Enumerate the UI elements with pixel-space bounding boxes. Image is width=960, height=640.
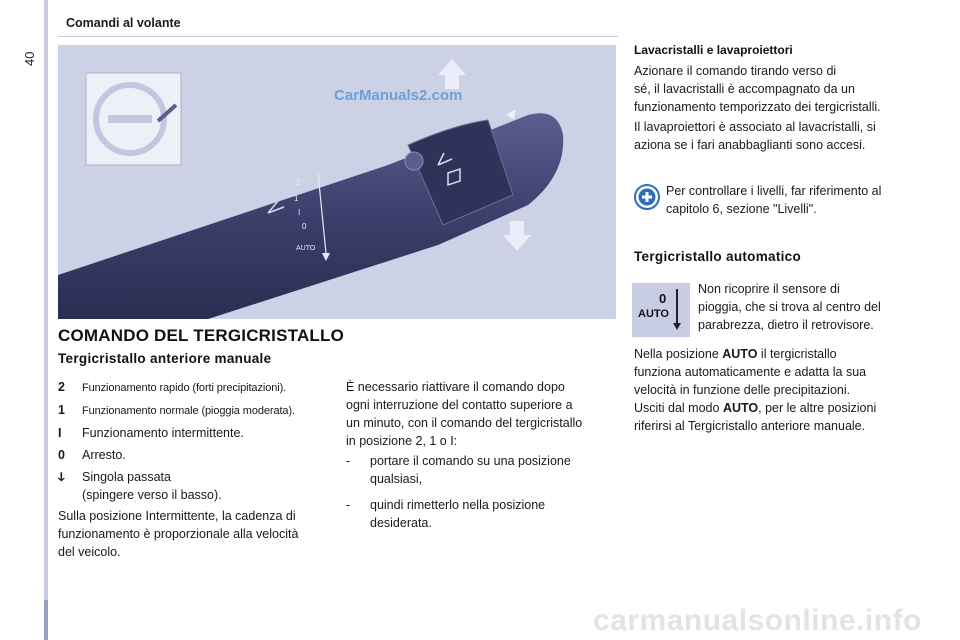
mode-list <box>58 378 348 504</box>
mode-item-2: 2 Funzionamento rapido (forti precipitazioni). <box>58 380 287 394</box>
info-note: Per controllare i livelli, far riferimento al capitolo 6, sezione "Livelli". <box>666 184 882 216</box>
stalk-knob <box>405 152 423 170</box>
mode-item-1: 1 Funzionamento normale (pioggia moderata). <box>58 403 295 417</box>
bullet-item-cont: desiderata. <box>370 516 432 530</box>
auto-position-icon <box>632 283 690 337</box>
lever-label-2: 2 <box>296 178 301 187</box>
lever-label-auto: AUTO <box>296 245 316 252</box>
header-rule <box>58 36 618 37</box>
auto-icon-label: AUTO <box>638 308 669 320</box>
lever-label-1: 1 <box>294 194 299 203</box>
margin-bar-bottom <box>44 600 48 640</box>
mode-item-single-detail: (spingere verso il basso). <box>82 488 222 502</box>
reactivate-bullets <box>346 452 616 532</box>
washer-paragraph-1: Azionare il comando tirando verso di sé, il lavacristalli è accompagnato da un funzionamento temporizzato dei tergicristalli. <box>634 64 881 114</box>
reactivate-paragraph: È necessario riattivare il comando dopo ogni interruzione del contatto superiore a un minuto, con il comando del tergicristallo in posizione 2, 1 o I: <box>346 380 583 448</box>
lever-label-i: I <box>298 208 301 217</box>
rain-sensor-note: Non ricoprire il sensore di pioggia, che si trova al centro del parabrezza, dietro il retrovisore. <box>698 282 881 332</box>
auto-paragraph-2: Usciti dal modo AUTO, per le altre posizioni riferirsi al Tergicristallo anteriore manuale. <box>634 401 877 433</box>
arrow-down-icon <box>503 221 531 251</box>
single-wipe-arrow-icon: ↆ <box>58 470 65 484</box>
washer-paragraph-2: Il lavaproiettori è associato al lavacristalli, si aziona se i fari anabbaglianti sono accesi. <box>634 120 876 152</box>
main-title: COMANDO DEL TERGICRISTALLO <box>58 326 345 345</box>
page-number: 40 <box>22 51 37 66</box>
auto-paragraph-1: Nella posizione AUTO il tergicristallo funziona automaticamente e adatta la sua velocità in funzione delle precipitazioni. <box>634 347 867 397</box>
bullet-item-cont: qualsiasi, <box>370 472 423 486</box>
bullet-item: - portare il comando su una posizione <box>346 454 571 468</box>
mode-item-off: 0 Arresto. <box>58 448 126 462</box>
pull-arrow-icon <box>506 109 516 119</box>
intermittent-paragraph: Sulla posizione Intermittente, la cadenza di funzionamento è proporzionale alla velocità del veicolo. <box>58 509 299 559</box>
lever-label-0: 0 <box>302 222 307 231</box>
bullet-item: - quindi rimetterlo nella posizione <box>346 498 546 512</box>
section-front-wiper: Tergicristallo anteriore manuale <box>58 351 272 366</box>
auto-wiper-title: Tergicristallo automatico <box>634 249 802 264</box>
arrow-up-icon <box>438 59 466 89</box>
image-watermark: CarManuals2.com <box>334 87 463 104</box>
washer-title: Lavacristalli e lavaproiettori <box>634 43 793 57</box>
chapter-header: Comandi al volante <box>66 16 181 30</box>
auto-icon-arrow <box>673 323 681 330</box>
info-plus-icon <box>634 184 660 210</box>
footer-watermark: carmanualsonline.info <box>593 604 922 637</box>
auto-icon-line <box>676 289 678 325</box>
margin-bar <box>44 0 48 640</box>
auto-icon-zero: 0 <box>659 291 667 306</box>
mode-item-intermittent: I Funzionamento intermittente. <box>58 426 244 440</box>
mode-item-single: ↆ Singola passata <box>58 470 171 484</box>
